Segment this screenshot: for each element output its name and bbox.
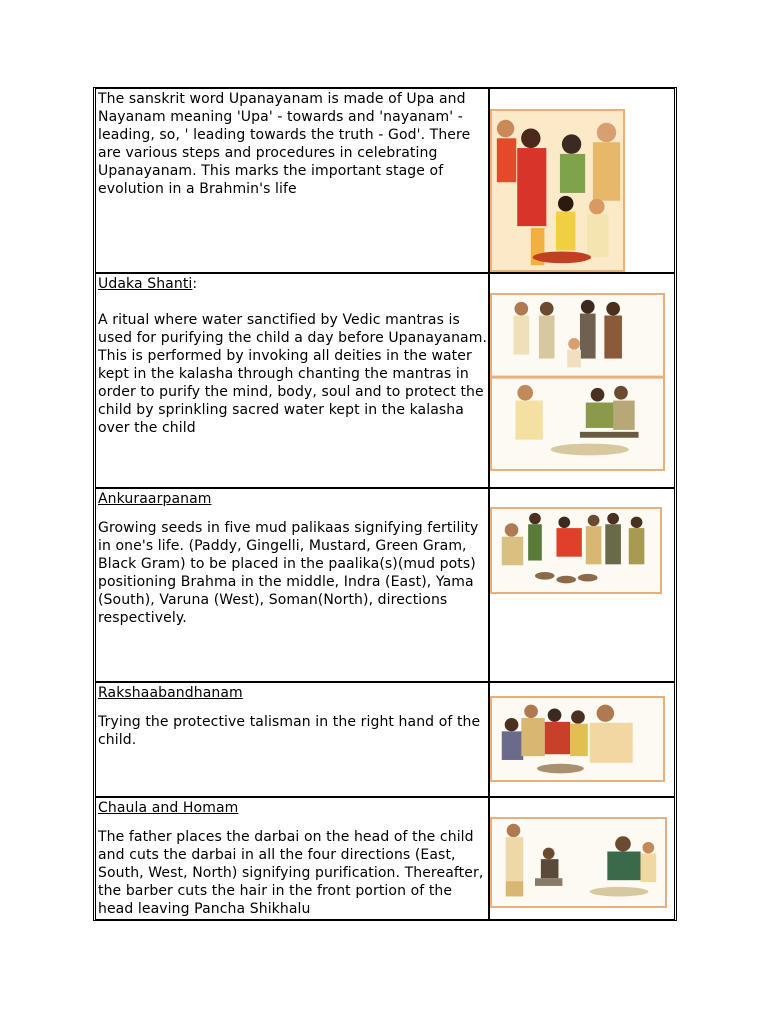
illustration-cell: [489, 488, 675, 682]
illustration-cell: [489, 797, 675, 920]
ritual-table: [93, 87, 677, 921]
table-row: [94, 682, 676, 797]
udaka-shanti-illustration: [490, 293, 665, 471]
ankuraarpanam-illustration: [490, 507, 662, 594]
section-heading: Rakshaabandhanam: [98, 685, 243, 701]
description-cell: [95, 682, 489, 797]
table-row: [94, 797, 676, 920]
description-text: Trying the protective talisman in the right hand of the child.: [98, 714, 481, 748]
heading-suffix: :: [192, 276, 198, 292]
description-text: The father places the darbai on the head of the child and cuts the darbai in all the four directions (East, South, West, North) signifying purification. Thereafter, the barber cuts the hair in the front portion of the head leaving Pancha Shikhalu: [98, 829, 484, 917]
rakshaabandhanam-illustration: [490, 696, 665, 782]
description-text: Growing seeds in five mud palikaas signifying fertility in one's life. (Paddy, Gingelli, Mustard, Green Gram, Black Gram) to be placed in the paalika(s)(mud pots) positioning Brahma in the middle, Indra (East), Yama (South), Varuna (West), Soman(North), directions respectively.: [98, 520, 479, 626]
illustration-cell: [489, 682, 675, 797]
upanayanam-illustration: [490, 109, 625, 272]
table-row: [94, 273, 676, 488]
illustration-cell: [489, 88, 675, 273]
table-row: [94, 488, 676, 682]
section-heading: Udaka Shanti: [98, 276, 193, 292]
illustration-cell: [489, 273, 675, 488]
table-row: [94, 88, 676, 273]
chaula-homam-illustration: [490, 817, 667, 908]
description-cell: [95, 797, 489, 920]
description-text: A ritual where water sanctified by Vedic mantras is used for purifying the child a day before Upanayanam. This is performed by invoking all deities in the water kept in the kalasha through chanting the mantras in order to purify the mind, body, soul and to protect the child by sprinkling sacred water kept in the kalasha over the child: [98, 312, 488, 436]
description-cell: [95, 273, 489, 488]
section-heading: Ankuraarpanam: [98, 491, 212, 507]
description-cell: [95, 488, 489, 682]
description-text: The sanskrit word Upanayanam is made of Upa and Nayanam meaning 'Upa' - towards and 'nayanam' - leading, so, ' leading towards the truth - God'. There are various steps and procedures in celebrating Upanayanam. This marks the important stage of evolution in a Brahmin's life: [98, 91, 471, 197]
section-heading: Chaula and Homam: [98, 800, 239, 816]
description-cell: [95, 88, 489, 273]
